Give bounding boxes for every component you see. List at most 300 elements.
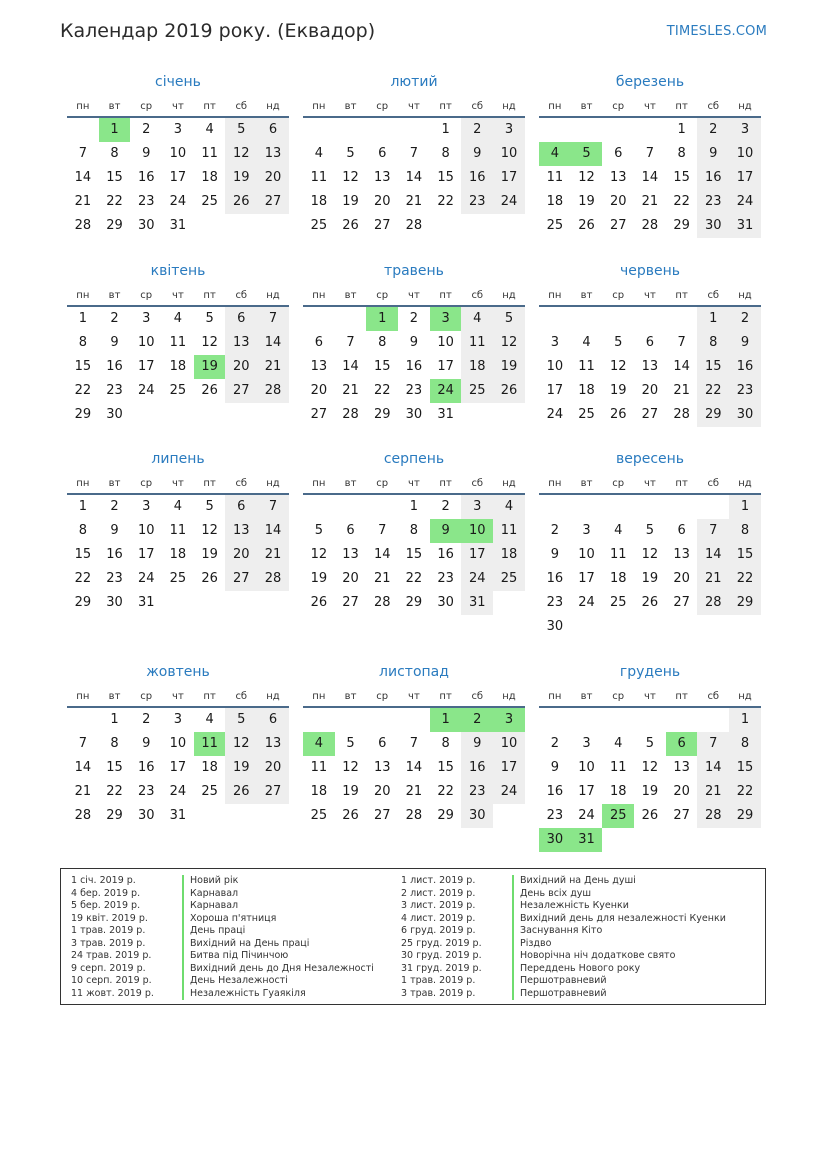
- day-cell: 6: [677, 523, 686, 538]
- day-cell: 12: [225, 732, 257, 756]
- day-grid: [539, 118, 761, 238]
- empty-cell: [366, 118, 398, 142]
- day-cell: 30: [697, 214, 729, 238]
- day-cell: 27: [342, 595, 359, 610]
- day-cell: 31: [169, 218, 187, 233]
- month-name: березень: [615, 74, 685, 90]
- day-cell: 21: [74, 194, 92, 209]
- day-cell: 16: [461, 756, 493, 780]
- legend-holiday-name: Незалежність Гуаякіля: [182, 988, 374, 1001]
- weekday-label: вт: [344, 290, 357, 301]
- weekday-label: нд: [266, 101, 280, 112]
- day-cell: 5: [346, 736, 355, 751]
- day-cell: 19: [641, 571, 659, 586]
- day-cell: 13: [310, 359, 328, 374]
- weekday-label: нд: [502, 101, 516, 112]
- weekday-label: ср: [376, 691, 389, 702]
- weekday-label: пн: [76, 290, 90, 301]
- day-cell: 8: [729, 519, 761, 543]
- day-cell: 29: [729, 804, 761, 828]
- day-cell: 15: [74, 547, 92, 562]
- day-cell: 13: [373, 170, 391, 185]
- day-cell: 22: [729, 780, 761, 804]
- legend-date: 30 груд. 2019 р.: [401, 950, 482, 961]
- day-grid: [67, 708, 289, 828]
- weekday-label: пн: [312, 691, 326, 702]
- day-cell: 7: [697, 732, 729, 756]
- day-cell: 22: [74, 571, 92, 586]
- day-cell: 29: [74, 407, 92, 422]
- day-cell: 29: [373, 407, 391, 422]
- weekday-label: чт: [172, 290, 184, 301]
- empty-cell: [539, 495, 571, 519]
- legend-holiday-name: Новий рік: [182, 875, 374, 888]
- day-cell: 12: [609, 359, 627, 374]
- day-cell: 4: [493, 495, 525, 519]
- weekday-header: [67, 288, 289, 307]
- day-cell: 15: [437, 760, 454, 775]
- day-cell: 26: [201, 383, 218, 398]
- day-cell: 26: [641, 808, 659, 823]
- day-cell: 4: [314, 146, 323, 161]
- day-cell: 18: [169, 547, 187, 562]
- empty-cell: [602, 708, 634, 732]
- weekday-label: пн: [76, 691, 90, 702]
- day-cell: 19: [641, 784, 659, 799]
- day-cell: 23: [137, 194, 155, 209]
- day-cell: 17: [169, 170, 187, 185]
- brand-link[interactable]: TIMESLES.COM: [666, 24, 767, 39]
- weekday-label: пт: [203, 691, 216, 702]
- weekday-label: пт: [675, 691, 688, 702]
- day-cell: 1: [78, 499, 87, 514]
- day-cell: 19: [342, 784, 359, 799]
- weekday-label: пн: [312, 101, 326, 112]
- empty-cell: [366, 708, 398, 732]
- empty-cell: [67, 118, 99, 142]
- day-cell: 9: [110, 523, 119, 538]
- day-cell: 26: [609, 407, 627, 422]
- day-cell: 16: [546, 571, 564, 586]
- legend-date: 11 жовт. 2019 р.: [71, 987, 154, 999]
- day-cell: 11: [310, 170, 328, 185]
- weekday-label: ср: [612, 101, 625, 112]
- day-cell: 4: [205, 712, 214, 727]
- empty-cell: [539, 708, 571, 732]
- legend-holiday-name: Битва під Пічинчою: [182, 950, 374, 963]
- weekday-label: ср: [376, 101, 389, 112]
- day-cell: 20: [342, 571, 359, 586]
- day-grid: [539, 307, 761, 427]
- day-cell: 3: [173, 122, 183, 137]
- day-cell: 27: [673, 595, 690, 610]
- weekday-label: ср: [140, 290, 153, 301]
- weekday-label: вт: [108, 290, 121, 301]
- day-cell: 23: [546, 595, 564, 610]
- day-cell: 18: [310, 194, 328, 209]
- day-cell: 9: [142, 146, 151, 161]
- legend-date: 1 трав. 2019 р.: [71, 925, 146, 936]
- day-cell: 23: [137, 784, 155, 799]
- day-cell: 4: [614, 523, 623, 538]
- day-cell: 27: [673, 808, 690, 823]
- day-cell: 12: [342, 170, 359, 185]
- day-cell: 6: [666, 732, 698, 756]
- empty-cell: [335, 307, 367, 331]
- day-cell: 30: [106, 407, 123, 422]
- day-cell: 16: [697, 166, 729, 190]
- day-cell: 21: [673, 383, 690, 398]
- day-cell: 11: [169, 523, 187, 538]
- day-cell: 2: [441, 499, 450, 514]
- day-cell: 5: [314, 523, 323, 538]
- day-cell: 4: [461, 307, 493, 331]
- day-cell: 14: [257, 331, 289, 355]
- day-cell: 22: [106, 784, 123, 799]
- day-cell: 19: [493, 355, 525, 379]
- day-cell: 20: [673, 571, 690, 586]
- day-cell: 13: [225, 519, 257, 543]
- weekday-label: пт: [675, 101, 688, 112]
- day-cell: 8: [110, 736, 119, 751]
- day-cell: 19: [201, 547, 218, 562]
- legend-holiday-name: Заснування Кіто: [512, 925, 726, 938]
- day-cell: 25: [310, 218, 328, 233]
- weekday-label: пн: [76, 478, 90, 489]
- weekday-header: [303, 476, 525, 495]
- day-cell: 16: [405, 359, 423, 374]
- legend-holiday-name: День Незалежності: [182, 975, 374, 988]
- day-cell: 1: [729, 495, 761, 519]
- day-cell: 2: [142, 712, 151, 727]
- day-cell: 10: [137, 335, 155, 350]
- legend-date: 31 груд. 2019 р.: [401, 962, 482, 974]
- day-cell: 29: [405, 595, 423, 610]
- weekday-label: пн: [548, 290, 562, 301]
- day-cell: 3: [582, 523, 591, 538]
- day-cell: 26: [225, 780, 257, 804]
- day-cell: 3: [461, 495, 493, 519]
- day-cell: 20: [257, 756, 289, 780]
- legend-date: 9 серп. 2019 р.: [71, 962, 146, 974]
- day-cell: 24: [461, 567, 493, 591]
- day-cell: 1: [409, 499, 419, 514]
- day-cell: 30: [405, 407, 423, 422]
- day-cell: 23: [437, 571, 454, 586]
- day-cell: 9: [409, 335, 419, 350]
- weekday-header: [539, 476, 761, 495]
- empty-cell: [539, 307, 571, 331]
- day-cell: 30: [137, 218, 155, 233]
- day-cell: 19: [578, 194, 595, 209]
- day-cell: 10: [461, 519, 493, 543]
- day-cell: 15: [697, 355, 729, 379]
- holiday-legend: [60, 868, 766, 1005]
- weekday-label: пт: [203, 290, 216, 301]
- day-cell: 5: [205, 499, 214, 514]
- day-cell: 12: [641, 760, 659, 775]
- day-cell: 26: [310, 595, 328, 610]
- day-cell: 10: [578, 547, 595, 562]
- day-cell: 28: [697, 804, 729, 828]
- day-cell: 7: [677, 335, 686, 350]
- day-cell: 23: [106, 383, 123, 398]
- day-cell: 13: [225, 331, 257, 355]
- weekday-label: вт: [108, 478, 121, 489]
- empty-cell: [602, 118, 634, 142]
- day-cell: 3: [173, 712, 183, 727]
- day-cell: 29: [437, 808, 454, 823]
- legend-dates-left: [71, 875, 154, 1000]
- weekday-label: вт: [344, 478, 357, 489]
- day-cell: 8: [677, 146, 686, 161]
- day-cell: 26: [342, 218, 359, 233]
- legend-date: 25 груд. 2019 р.: [401, 937, 482, 949]
- day-cell: 22: [437, 784, 454, 799]
- day-cell: 1: [110, 712, 119, 727]
- day-cell: 6: [346, 523, 355, 538]
- day-cell: 12: [201, 335, 218, 350]
- day-cell: 7: [697, 519, 729, 543]
- day-cell: 8: [78, 335, 87, 350]
- day-cell: 21: [641, 194, 659, 209]
- day-cell: 8: [729, 732, 761, 756]
- day-cell: 24: [137, 383, 155, 398]
- empty-cell: [697, 708, 729, 732]
- legend-date: 6 груд. 2019 р.: [401, 925, 476, 936]
- day-cell: 29: [106, 808, 123, 823]
- page-title: Календар 2019 року. (Еквадор): [60, 20, 376, 42]
- day-cell: 22: [106, 194, 123, 209]
- legend-holiday-name: Вихідний на День душі: [512, 875, 726, 888]
- day-cell: 24: [169, 784, 187, 799]
- day-cell: 27: [373, 808, 391, 823]
- day-cell: 19: [609, 383, 627, 398]
- day-grid: [539, 495, 761, 639]
- day-cell: 15: [405, 547, 423, 562]
- month-block: [67, 450, 289, 615]
- day-cell: 11: [546, 170, 564, 185]
- weekday-label: вт: [580, 478, 593, 489]
- day-cell: 1: [78, 311, 87, 326]
- day-cell: 12: [310, 547, 328, 562]
- weekday-label: пт: [203, 478, 216, 489]
- weekday-label: сб: [707, 478, 720, 489]
- day-cell: 2: [697, 118, 729, 142]
- day-cell: 8: [409, 523, 419, 538]
- weekday-label: чт: [172, 101, 184, 112]
- weekday-label: пн: [548, 691, 562, 702]
- day-cell: 29: [74, 595, 92, 610]
- day-cell: 25: [169, 383, 187, 398]
- day-cell: 5: [645, 523, 655, 538]
- day-cell: 13: [257, 732, 289, 756]
- day-cell: 17: [137, 359, 155, 374]
- day-cell: 8: [78, 523, 87, 538]
- weekday-label: чт: [408, 478, 420, 489]
- weekday-label: чт: [644, 478, 656, 489]
- day-cell: 31: [461, 591, 493, 615]
- day-cell: 6: [614, 146, 623, 161]
- day-cell: 9: [430, 519, 462, 543]
- day-cell: 3: [493, 118, 525, 142]
- legend-holiday-name: Вихідний день до Дня Незалежності: [182, 963, 374, 976]
- day-cell: 27: [373, 218, 391, 233]
- day-cell: 14: [373, 547, 391, 562]
- day-cell: 13: [673, 547, 690, 562]
- day-cell: 10: [578, 760, 595, 775]
- empty-cell: [398, 708, 430, 732]
- day-cell: 12: [342, 760, 359, 775]
- weekday-label: сб: [707, 290, 720, 301]
- day-cell: 1: [441, 122, 450, 137]
- empty-cell: [634, 708, 666, 732]
- weekday-label: ср: [612, 478, 625, 489]
- day-cell: 17: [578, 784, 595, 799]
- day-cell: 29: [729, 591, 761, 615]
- day-cell: 3: [493, 708, 525, 732]
- day-cell: 17: [437, 359, 454, 374]
- day-cell: 26: [342, 808, 359, 823]
- day-cell: 28: [641, 218, 659, 233]
- day-cell: 2: [409, 311, 419, 326]
- day-cell: 30: [546, 619, 564, 634]
- weekday-label: сб: [235, 101, 248, 112]
- weekday-label: нд: [266, 290, 280, 301]
- day-cell: 12: [578, 170, 595, 185]
- day-cell: 23: [461, 780, 493, 804]
- day-cell: 15: [729, 543, 761, 567]
- day-cell: 22: [437, 194, 454, 209]
- weekday-label: ср: [376, 478, 389, 489]
- day-grid: [67, 495, 289, 615]
- day-cell: 4: [582, 335, 591, 350]
- day-cell: 16: [546, 784, 564, 799]
- weekday-label: пн: [312, 290, 326, 301]
- day-cell: 14: [405, 760, 423, 775]
- day-cell: 9: [461, 732, 493, 756]
- day-cell: 13: [342, 547, 359, 562]
- weekday-label: сб: [471, 101, 484, 112]
- day-cell: 5: [205, 311, 214, 326]
- month-name: серпень: [383, 451, 445, 467]
- empty-cell: [666, 708, 698, 732]
- weekday-label: пт: [439, 290, 452, 301]
- legend-date: 10 серп. 2019 р.: [71, 975, 152, 986]
- day-cell: 4: [205, 122, 214, 137]
- day-cell: 15: [106, 170, 123, 185]
- weekday-label: пт: [675, 478, 688, 489]
- day-cell: 25: [201, 784, 218, 799]
- day-cell: 13: [673, 760, 690, 775]
- day-cell: 28: [405, 808, 423, 823]
- weekday-label: нд: [266, 691, 280, 702]
- day-cell: 18: [609, 784, 627, 799]
- day-cell: 20: [641, 383, 659, 398]
- day-cell: 4: [173, 499, 183, 514]
- day-cell: 30: [437, 595, 454, 610]
- weekday-label: чт: [408, 290, 420, 301]
- day-cell: 14: [697, 756, 729, 780]
- day-cell: 21: [257, 543, 289, 567]
- day-cell: 23: [729, 379, 761, 403]
- weekday-label: пн: [76, 101, 90, 112]
- empty-cell: [335, 708, 367, 732]
- legend-date: 1 січ. 2019 р.: [71, 875, 136, 886]
- weekday-label: пт: [675, 290, 688, 301]
- day-cell: 17: [546, 383, 564, 398]
- day-cell: 6: [314, 335, 323, 350]
- day-cell: 6: [257, 708, 289, 732]
- legend-holiday-name: Першотравневий: [512, 975, 726, 988]
- day-cell: 27: [225, 567, 257, 591]
- day-cell: 25: [493, 567, 525, 591]
- weekday-label: сб: [235, 691, 248, 702]
- day-cell: 8: [697, 331, 729, 355]
- weekday-label: вт: [580, 101, 593, 112]
- weekday-label: сб: [471, 290, 484, 301]
- month-name: вересень: [615, 451, 685, 467]
- day-cell: 17: [578, 571, 595, 586]
- month-block: [303, 450, 525, 615]
- month-block: [303, 262, 525, 427]
- day-cell: 15: [106, 760, 123, 775]
- day-cell: 2: [461, 118, 493, 142]
- empty-cell: [303, 307, 335, 331]
- day-cell: 7: [346, 335, 355, 350]
- day-cell: 18: [310, 784, 328, 799]
- day-cell: 3: [582, 736, 591, 751]
- day-cell: 10: [169, 736, 187, 751]
- legend-holiday-name: Новорічна ніч додаткове свято: [512, 950, 726, 963]
- day-cell: 25: [169, 571, 187, 586]
- day-cell: 18: [461, 355, 493, 379]
- day-cell: 13: [373, 760, 391, 775]
- day-cell: 23: [697, 190, 729, 214]
- day-cell: 10: [437, 335, 454, 350]
- empty-cell: [697, 495, 729, 519]
- day-cell: 25: [602, 804, 634, 828]
- day-cell: 20: [373, 194, 391, 209]
- day-cell: 7: [257, 307, 289, 331]
- legend-holiday-name: Різдво: [512, 938, 726, 951]
- day-cell: 11: [169, 335, 187, 350]
- day-cell: 13: [257, 142, 289, 166]
- day-cell: 15: [673, 170, 690, 185]
- weekday-label: чт: [644, 101, 656, 112]
- day-cell: 27: [609, 218, 627, 233]
- weekday-label: ср: [140, 478, 153, 489]
- weekday-label: нд: [266, 478, 280, 489]
- day-cell: 18: [201, 760, 218, 775]
- weekday-label: вт: [580, 691, 593, 702]
- day-cell: 3: [430, 307, 462, 331]
- legend-holiday-name: Карнавал: [182, 900, 374, 913]
- day-cell: 22: [74, 383, 92, 398]
- empty-cell: [666, 495, 698, 519]
- weekday-label: ср: [376, 290, 389, 301]
- empty-cell: [366, 495, 398, 519]
- day-cell: 20: [609, 194, 627, 209]
- day-cell: 16: [437, 547, 454, 562]
- day-cell: 20: [225, 355, 257, 379]
- day-cell: 15: [437, 170, 454, 185]
- legend-date: 24 трав. 2019 р.: [71, 950, 152, 961]
- month-name: січень: [155, 74, 201, 90]
- day-cell: 17: [493, 756, 525, 780]
- weekday-label: пт: [439, 101, 452, 112]
- weekday-label: пт: [439, 478, 452, 489]
